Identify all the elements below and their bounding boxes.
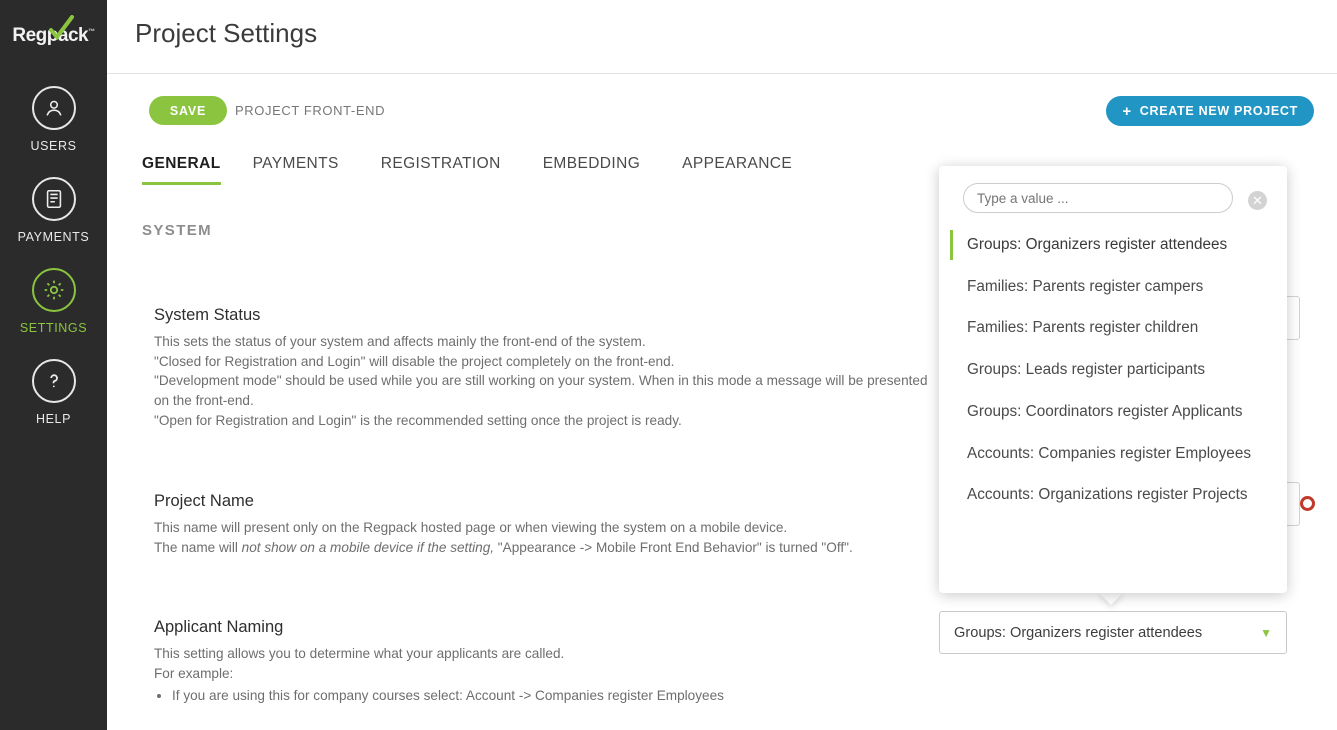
sidebar-item-payments[interactable] bbox=[0, 163, 107, 254]
setting-desc-line: "Closed for Registration and Login" will disable the project completely on the front-end. bbox=[154, 353, 675, 369]
tab-general[interactable]: GENERAL bbox=[142, 155, 221, 185]
applicant-naming-dropdown bbox=[939, 166, 1287, 593]
save-button[interactable]: SAVE bbox=[149, 96, 227, 125]
sidebar-item-help[interactable] bbox=[0, 345, 107, 436]
dropdown-search-input[interactable] bbox=[963, 183, 1233, 213]
required-indicator-icon bbox=[1300, 496, 1315, 511]
dropdown-option[interactable]: Groups: Organizers register attendees bbox=[939, 224, 1287, 266]
setting-project-name bbox=[154, 492, 944, 557]
tab-registration[interactable]: REGISTRATION bbox=[380, 155, 501, 172]
sidebar-item-label: USERS bbox=[30, 139, 77, 153]
dropdown-option[interactable]: Groups: Coordinators register Applicants bbox=[967, 402, 1243, 420]
gear-icon bbox=[32, 268, 76, 312]
desc-italic: not show on a mobile device if the setting, bbox=[241, 539, 495, 555]
sidebar-item-users[interactable] bbox=[0, 72, 107, 163]
setting-desc-line: "Development mode" should be used while you are still working on your system. When in this mode a message will be presented on the front-end. bbox=[154, 373, 928, 409]
action-bar bbox=[107, 74, 1337, 144]
list-item: • If you are using this for company courses select: Account -> Companies register Employees bbox=[172, 686, 944, 706]
setting-desc-line: This sets the status of your system and affects mainly the front-end of the system. bbox=[154, 334, 646, 349]
logo[interactable] bbox=[0, 0, 107, 72]
tabs bbox=[142, 155, 834, 185]
chevron-down-icon: ▼ bbox=[1260, 625, 1272, 640]
dropdown-option[interactable]: Families: Parents register children bbox=[967, 319, 1199, 337]
section-title-system: SYSTEM bbox=[142, 222, 213, 239]
create-new-project-button[interactable] bbox=[1106, 96, 1314, 126]
setting-description bbox=[154, 332, 944, 431]
dropdown-option[interactable]: Families: Parents register campers bbox=[967, 277, 1204, 295]
sidebar-item-label: PAYMENTS bbox=[17, 230, 90, 244]
sidebar-item-label: SETTINGS bbox=[19, 321, 88, 335]
page-header bbox=[107, 0, 1337, 74]
question-icon bbox=[32, 359, 76, 403]
dropdown-option[interactable]: Groups: Leads register participants bbox=[967, 361, 1206, 379]
setting-title: System Status bbox=[154, 306, 261, 324]
dropdown-options-list bbox=[939, 224, 1287, 516]
logo-trademark: ™ bbox=[88, 28, 95, 36]
page-title: Project Settings bbox=[135, 18, 318, 48]
setting-desc-line: This setting allows you to determine what your applicants are called. bbox=[154, 646, 565, 661]
create-new-project-label: CREATE NEW PROJECT bbox=[1139, 104, 1298, 118]
tab-embedding[interactable]: EMBEDDING bbox=[542, 155, 641, 172]
setting-desc-line: For example: bbox=[154, 665, 234, 681]
setting-desc-line: This name will present only on the Regpack hosted page or when viewing the system on a mobile device. bbox=[154, 520, 788, 535]
desc-suffix: "Appearance -> Mobile Front End Behavior" is turned "Off". bbox=[494, 539, 853, 555]
tab-payments[interactable]: PAYMENTS bbox=[252, 155, 339, 172]
dropdown-pointer bbox=[1098, 592, 1124, 605]
sidebar bbox=[0, 0, 107, 730]
setting-desc-line-2 bbox=[154, 538, 944, 558]
setting-system-status bbox=[154, 306, 944, 431]
tab-appearance[interactable]: APPEARANCE bbox=[682, 155, 793, 172]
applicant-naming-value: Groups: Organizers register attendees bbox=[954, 624, 1203, 641]
setting-description bbox=[154, 518, 944, 557]
dropdown-search-row bbox=[939, 166, 1287, 224]
logo-label: Regpack bbox=[12, 25, 89, 46]
project-front-end-link[interactable]: PROJECT FRONT-END bbox=[235, 103, 386, 118]
applicant-naming-select[interactable] bbox=[939, 611, 1287, 654]
sidebar-item-settings[interactable] bbox=[0, 254, 107, 345]
payments-icon bbox=[32, 177, 76, 221]
user-icon bbox=[32, 86, 76, 130]
dropdown-option[interactable]: Accounts: Companies register Employees bbox=[967, 444, 1251, 462]
setting-bullet-list bbox=[172, 686, 944, 706]
plus-icon: + bbox=[1122, 102, 1132, 120]
checkmark-icon bbox=[48, 15, 74, 41]
dropdown-option[interactable]: Accounts: Organizations register Projects bbox=[967, 486, 1248, 504]
setting-title: Project Name bbox=[154, 492, 254, 510]
setting-desc-line: "Open for Registration and Login" is the recommended setting once the project is ready. bbox=[154, 412, 682, 428]
logo-text bbox=[12, 25, 94, 47]
setting-description bbox=[154, 644, 944, 706]
setting-applicant-naming bbox=[154, 618, 944, 706]
sidebar-item-label: HELP bbox=[35, 412, 72, 426]
setting-title: Applicant Naming bbox=[154, 618, 284, 636]
desc-prefix: The name will bbox=[154, 539, 242, 555]
close-icon[interactable]: ✕ bbox=[1248, 191, 1267, 210]
